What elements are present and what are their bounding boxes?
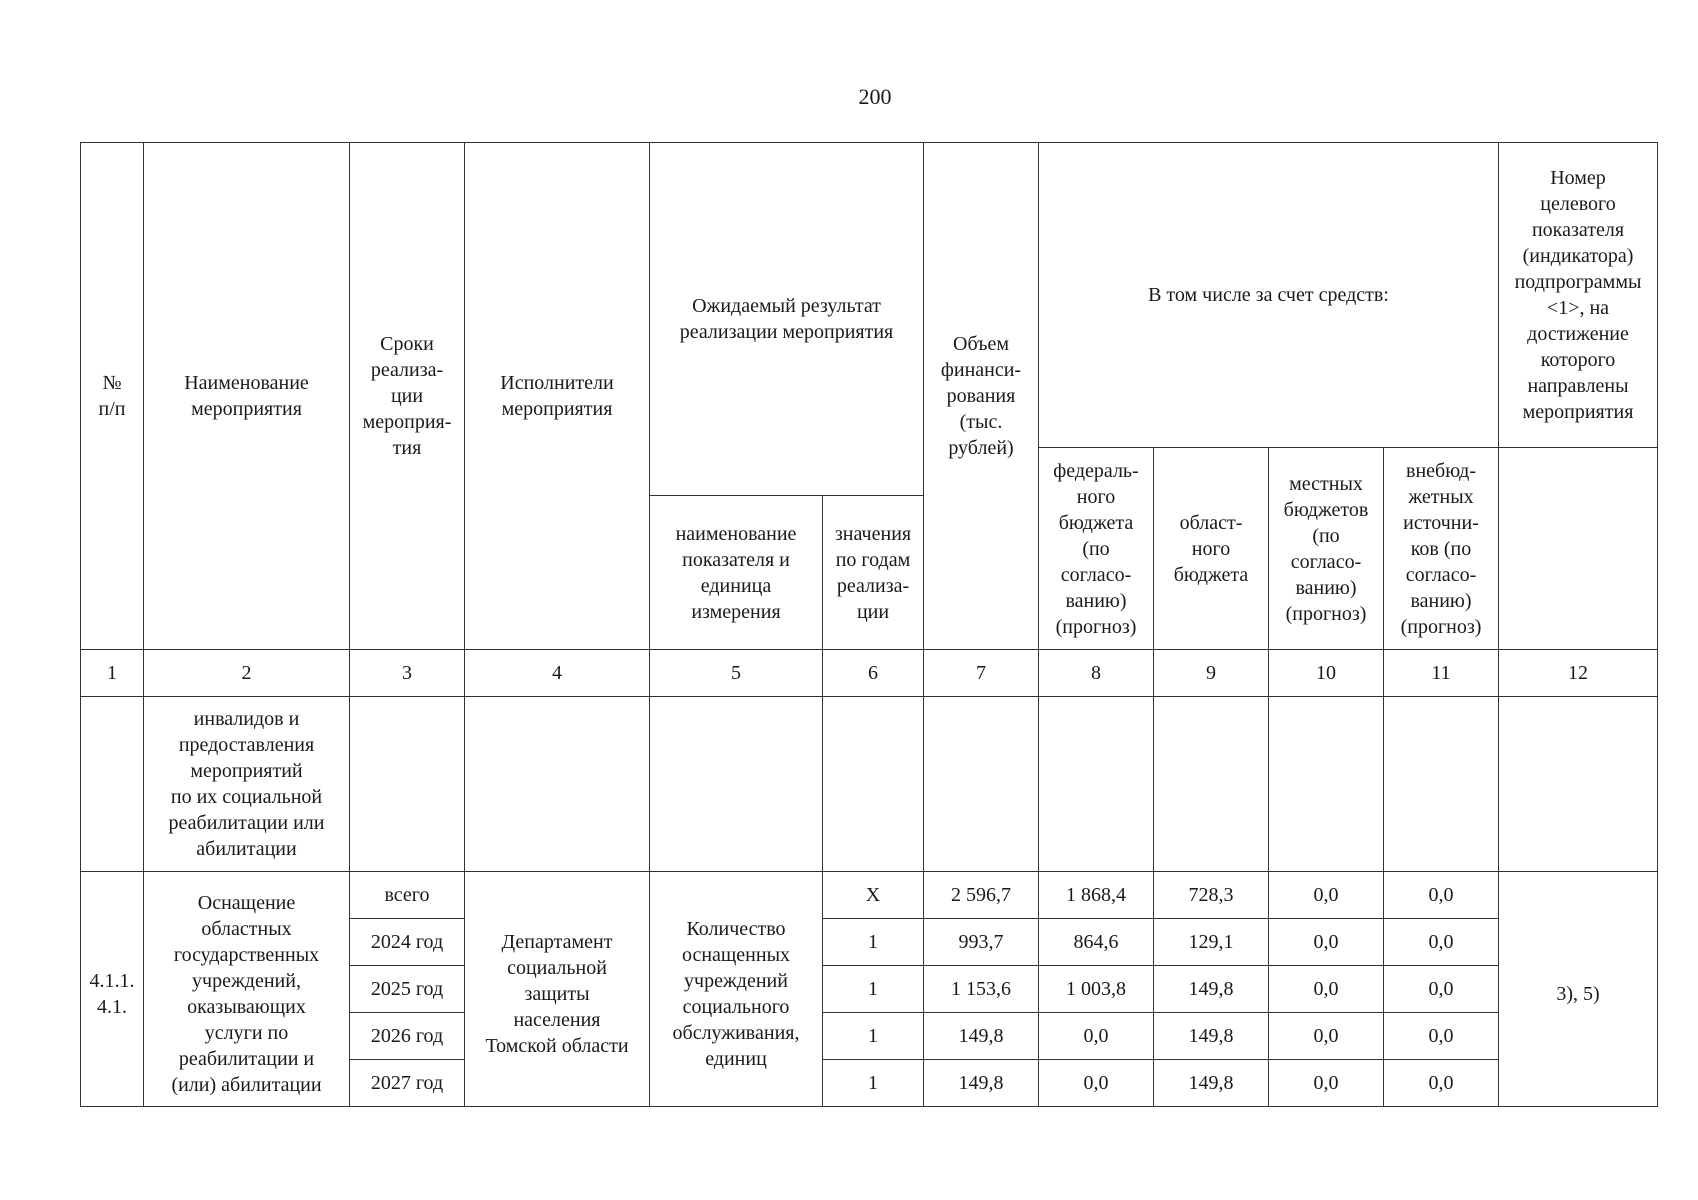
header-terms: Сроки реализа- ции мероприя- тия bbox=[350, 143, 465, 650]
column-number: 11 bbox=[1384, 650, 1499, 697]
activity-target: 3), 5) bbox=[1499, 872, 1658, 1107]
federal-cell: 864,6 bbox=[1039, 919, 1154, 966]
column-number: 12 bbox=[1499, 650, 1658, 697]
federal-cell: 0,0 bbox=[1039, 1060, 1154, 1107]
header-values-by-year: значения по годам реализа- ции bbox=[823, 496, 924, 650]
continuation-empty-cell bbox=[1384, 697, 1499, 872]
header-expected-result: Ожидаемый результат реализации мероприятия bbox=[650, 143, 924, 496]
column-numbers-row bbox=[81, 650, 1658, 697]
extra-cell: 0,0 bbox=[1384, 1060, 1499, 1107]
local-cell: 0,0 bbox=[1269, 872, 1384, 919]
local-cell: 0,0 bbox=[1269, 966, 1384, 1013]
regional-cell: 149,8 bbox=[1154, 966, 1269, 1013]
header-volume: Объем финанси- рования (тыс. рублей) bbox=[924, 143, 1039, 650]
extra-cell: 0,0 bbox=[1384, 1013, 1499, 1060]
continuation-empty-cell bbox=[650, 697, 823, 872]
header-indicator-name: наименование показателя и единица измерения bbox=[650, 496, 823, 650]
activity-indicator: Количество оснащенных учреждений социального обслуживания, единиц bbox=[650, 872, 823, 1107]
continuation-empty-cell bbox=[1039, 697, 1154, 872]
continuation-empty-cell bbox=[81, 697, 144, 872]
header-row-1 bbox=[81, 143, 1658, 448]
column-number: 4 bbox=[465, 650, 650, 697]
local-cell: 0,0 bbox=[1269, 1013, 1384, 1060]
column-number: 10 bbox=[1269, 650, 1384, 697]
regional-cell: 129,1 bbox=[1154, 919, 1269, 966]
column-number: 8 bbox=[1039, 650, 1154, 697]
volume-cell: 2 596,7 bbox=[924, 872, 1039, 919]
term-cell: 2026 год bbox=[350, 1013, 465, 1060]
header-target-number: Номер целевого показателя (индикатора) подпрограммы <1>, на достижение которого направлены мероприятия bbox=[1499, 143, 1658, 448]
page-number: 200 bbox=[858, 84, 892, 109]
federal-cell: 1 003,8 bbox=[1039, 966, 1154, 1013]
continuation-empty-cell bbox=[465, 697, 650, 872]
column-number: 1 bbox=[81, 650, 144, 697]
regional-cell: 728,3 bbox=[1154, 872, 1269, 919]
continuation-empty-cell bbox=[924, 697, 1039, 872]
value-cell: 1 bbox=[823, 919, 924, 966]
value-cell: X bbox=[823, 872, 924, 919]
extra-cell: 0,0 bbox=[1384, 966, 1499, 1013]
value-cell: 1 bbox=[823, 966, 924, 1013]
column-number: 6 bbox=[823, 650, 924, 697]
value-cell: 1 bbox=[823, 1013, 924, 1060]
column-number: 2 bbox=[144, 650, 350, 697]
volume-cell: 149,8 bbox=[924, 1013, 1039, 1060]
term-cell: 2027 год bbox=[350, 1060, 465, 1107]
header-extra: внебюд- жетных источни- ков (по согласо- ванию) (прогноз) bbox=[1384, 448, 1499, 650]
header-local: местных бюджетов (по согласо- ванию) (прогноз) bbox=[1269, 448, 1384, 650]
column-number: 7 bbox=[924, 650, 1039, 697]
header-executors: Исполнители мероприятия bbox=[465, 143, 650, 650]
activity-executor: Департамент социальной защиты населения Томской области bbox=[465, 872, 650, 1107]
federal-cell: 1 868,4 bbox=[1039, 872, 1154, 919]
term-cell: 2024 год bbox=[350, 919, 465, 966]
local-cell: 0,0 bbox=[1269, 919, 1384, 966]
continuation-empty-cell bbox=[350, 697, 465, 872]
continuation-row bbox=[81, 697, 1658, 872]
column-number: 9 bbox=[1154, 650, 1269, 697]
extra-cell: 0,0 bbox=[1384, 872, 1499, 919]
local-cell: 0,0 bbox=[1269, 1060, 1384, 1107]
value-cell: 1 bbox=[823, 1060, 924, 1107]
term-cell: 2025 год bbox=[350, 966, 465, 1013]
volume-cell: 149,8 bbox=[924, 1060, 1039, 1107]
activities-table bbox=[80, 142, 1658, 1107]
extra-cell: 0,0 bbox=[1384, 919, 1499, 966]
header-federal: федераль- ного бюджета (по согласо- ванию) (прогноз) bbox=[1039, 448, 1154, 650]
header-name: Наименование мероприятия bbox=[144, 143, 350, 650]
continuation-empty-cell bbox=[1269, 697, 1384, 872]
column-number: 3 bbox=[350, 650, 465, 697]
regional-cell: 149,8 bbox=[1154, 1013, 1269, 1060]
activity-row-total bbox=[81, 872, 1658, 919]
volume-cell: 1 153,6 bbox=[924, 966, 1039, 1013]
federal-cell: 0,0 bbox=[1039, 1013, 1154, 1060]
column-number: 5 bbox=[650, 650, 823, 697]
volume-cell: 993,7 bbox=[924, 919, 1039, 966]
continuation-empty-cell bbox=[823, 697, 924, 872]
regional-cell: 149,8 bbox=[1154, 1060, 1269, 1107]
continuation-text: инвалидов и предоставления мероприятий по их социальной реабилитации или абилитации bbox=[144, 697, 350, 872]
header-including: В том числе за счет средств: bbox=[1039, 143, 1499, 448]
continuation-empty-cell bbox=[1154, 697, 1269, 872]
header-target-empty bbox=[1499, 448, 1658, 650]
activity-number: 4.1.1. 4.1. bbox=[81, 872, 144, 1107]
header-regional: област- ного бюджета bbox=[1154, 448, 1269, 650]
term-cell: всего bbox=[350, 872, 465, 919]
header-num: № п/п bbox=[81, 143, 144, 650]
continuation-empty-cell bbox=[1499, 697, 1658, 872]
activity-name: Оснащение областных государственных учреждений, оказывающих услуги по реабилитации и (или) абилитации bbox=[144, 872, 350, 1107]
